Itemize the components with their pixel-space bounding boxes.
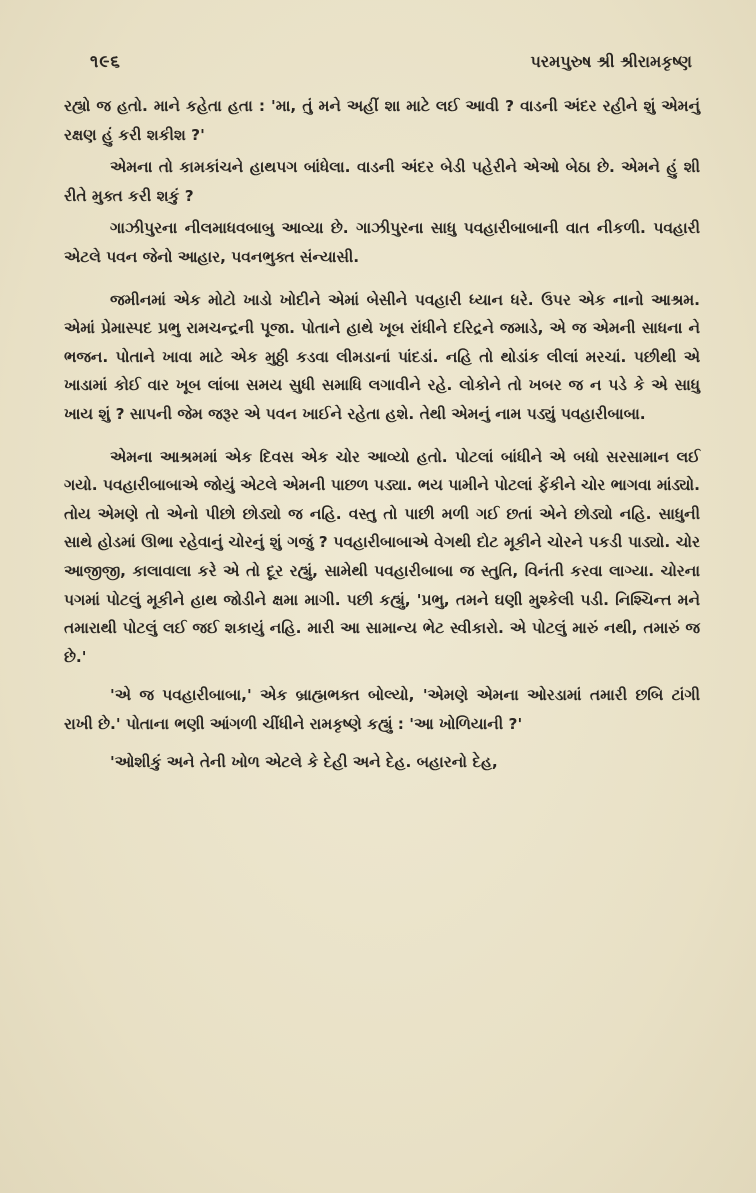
paragraph: ગાઝીપુરના નીલમાધવબાબુ આવ્યા છે. ગાઝીપુરના સાધુ પવહારીબાબાની વાત નીકળી. પવહારી એટલે પવન જેનો આહાર, પવનભુક્ત સંન્યાસી. (64, 219, 700, 266)
page-header (90, 52, 692, 88)
paragraph: 'ઓશીકું અને તેની ખોળ એટલે કે દેહી અને દેહ. બહારનો દેહ, (110, 753, 498, 772)
paragraph: 'એ જ પવહારીબાબા,' એક બ્રાહ્મભક્ત બોલ્યો, 'એમણે એમના ઓરડામાં તમારી છબિ ટાંગી રાખી છે.' પોતાના ભણી આંગળી ચીંધીને રામકૃષ્ણે કહ્યું : 'આ ખોળિયાની ?' (64, 686, 700, 733)
paragraph: જમીનમાં એક મોટો ખાડો ખોદીને એમાં બેસીને પવહારી ધ્યાન ધરે. ઉપર એક નાનો આશ્રમ. એમાં પ્રેમાસ્પદ પ્રભુ રામચન્દ્રની પૂજા. પોતાને હાથે ખૂબ રાંધીને દરિદ્રને જમાડે, એ જ એમની સાધના ને ભજન. પોતાને ખાવા માટે એક મુઠ્ઠી કડવા લીમડાનાં પાંદડાં. નહિ તો થોડાંક લીલાં મરચાં. પછીથી એ ખાડામાં કોઈ વાર ખૂબ લાંબા સમય સુધી સમાધિ લગાવીને રહે. લોકોને તો ખબર જ ન પડે કે એ સાધુ ખાય શું ? સાપની જેમ જરૂર એ પવન ખાઈને રહેતા હશે. તેથી એમનું નામ પડ્યું પવહારીબાબા. (64, 290, 700, 423)
paragraph-continuation: રહ્યો જ હતો. માને કહેતા હતા : 'મા, તું મને અહીં શા માટે લઈ આવી ? વાડની અંદર રહીને શું એમનું રક્ષણ હું કરી શકીશ ?' (64, 97, 700, 144)
page-body (64, 92, 700, 777)
paragraph: એમના આશ્રમમાં એક દિવસ એક ચોર આવ્યો હતો. પોટલાં બાંધીને એ બધો સરસામાન લઈ ગયો. પવહારીબાબાએ જોયું એટલે એમની પાછળ પડ્યા. ભય પામીને પોટલાં ફેંકીને ચોર ભાગવા માંડ્યો. તોય એમણે તો એનો પીછો છોડ્યો જ નહિ. વસ્તુ તો પાછી મળી ગઈ છતાં એને છોડ્યો નહિ. સાધુની સાથે હોડમાં ઊભા રહેવાનું ચોરનું શું ગજું ? પવહારીબાબાએ વેગથી દોટ મૂકીને ચોરને પકડી પાડ્યો. ચોર આજીજી, કાલાવાલા કરે એ તો દૂર રહ્યું, સામેથી પવહારીબાબા જ સ્તુતિ, વિનંતી કરવા લાગ્યા. ચોરના પગમાં પોટલું મૂકીને હાથ જોડીને ક્ષમા માગી. પછી કહ્યું, 'પ્રભુ, તમને ઘણી મુશ્કેલી પડી. નિશ્ચિન્ત મને તમારાથી પોટલું લઈ જઈ શકાયું નહિ. મારી આ સામાન્ય ભેટ સ્વીકારો. એ પોટલું મારું નથી, તમારું જ છે.' (64, 447, 700, 666)
paragraph: એમના તો કામકાંચને હાથપગ બાંધેલા. વાડની અંદર બેડી પહેરીને એઓ બેઠા છે. એમને હું શી રીતે મુક્ત કરી શકું ? (64, 158, 700, 205)
page-number: ૧૯૬ (90, 52, 121, 72)
running-title: પરમપુરુષ શ્રી શ્રીરામકૃષ્ણ (530, 52, 692, 71)
